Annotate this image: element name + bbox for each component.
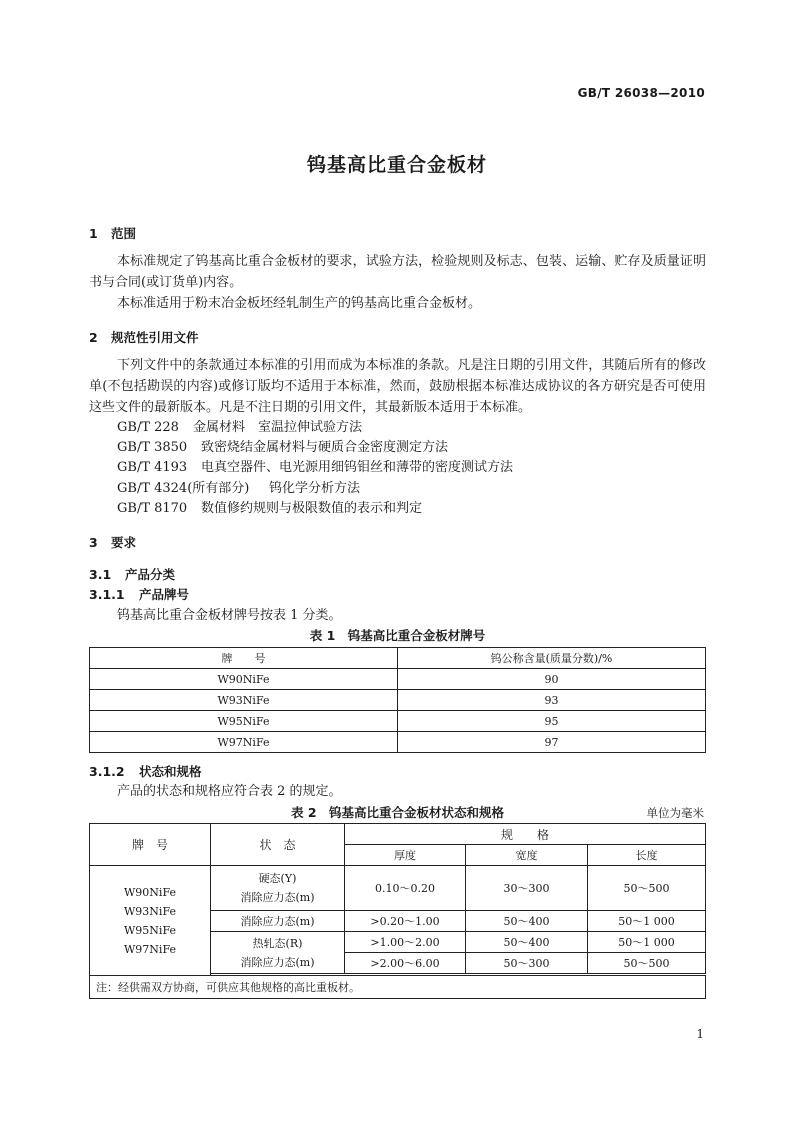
reference-item <box>117 458 513 478</box>
header-spec: 规 格 <box>345 824 706 845</box>
width-cell: 50～300 <box>466 953 588 974</box>
grade-list-cell <box>90 866 211 976</box>
section-title: 规范性引用文件 <box>111 330 199 345</box>
standard-code: GB/T 26038—2010 <box>577 86 705 100</box>
state-cell <box>211 932 345 974</box>
references-paragraph: 下列文件中的条款通过本标准的引用而成为本标准的条款。凡是注日期的引用文件，其随后所有的修改单(不包括勘误的内容)或修订版均不适用于本标准，然而，鼓励根据本标准达成协议的各方研究是否可使用这些文件的最新版本。凡是不注日期的引用文件，其最新版本适用于本标准。 <box>89 358 706 415</box>
thickness-cell: >0.20～1.00 <box>345 911 466 932</box>
grade-cell: W97NiFe <box>90 732 398 753</box>
table-1-caption: 表 1 钨基高比重合金板材牌号 <box>309 628 486 643</box>
section-2-heading <box>89 328 199 346</box>
scope-paragraph-2: 本标准适用于粉末冶金板坯经轧制生产的钨基高比重合金板材。 <box>117 296 482 311</box>
thickness-cell: 0.10～0.20 <box>345 866 466 911</box>
section-title: 产品分类 <box>125 567 176 582</box>
table-note-row <box>90 976 706 999</box>
state-line: 硬态(Y) <box>258 872 297 885</box>
table-row <box>90 732 706 753</box>
header-length: 长度 <box>588 845 706 866</box>
grade-item: W90NiFe <box>124 885 176 899</box>
section-3-1-heading <box>89 565 175 583</box>
header-grade: 牌 号 <box>90 824 211 866</box>
header-width: 宽度 <box>466 845 588 866</box>
width-cell: 50～400 <box>466 911 588 932</box>
reference-name: 致密烧结金属材料与硬质合金密度测定方法 <box>201 440 449 455</box>
grade-item: W95NiFe <box>124 923 176 937</box>
section-title: 状态和规格 <box>139 764 202 779</box>
length-cell: 50～1 000 <box>588 911 706 932</box>
section-number: 3.1.2 <box>89 764 125 779</box>
reference-name: 钨化学分析方法 <box>269 481 361 496</box>
reference-item <box>117 499 422 519</box>
scope-paragraph-1: 本标准规定了钨基高比重合金板材的要求，试验方法，检验规则及标志、包装、运输、贮存及质量证明书与合同(或订货单)内容。 <box>89 254 706 290</box>
table-row <box>90 711 706 732</box>
reference-item <box>117 418 362 438</box>
table-note: 注：经供需双方协商，可供应其他规格的高比重板材。 <box>90 976 706 999</box>
content-cell: 93 <box>398 690 706 711</box>
width-cell: 50～400 <box>466 932 588 953</box>
table-row <box>90 690 706 711</box>
section-number: 1 <box>89 226 98 241</box>
header-state: 状 态 <box>211 824 345 866</box>
length-cell: 50～1 000 <box>588 932 706 953</box>
spec-table <box>89 823 706 999</box>
content-cell: 97 <box>398 732 706 753</box>
grade-table <box>89 647 706 753</box>
page-number: 1 <box>696 1027 704 1041</box>
section-3-1-1-heading <box>89 585 189 603</box>
reference-code: GB/T 3850 <box>117 440 188 455</box>
section-number: 3.1.1 <box>89 587 125 602</box>
table-row <box>90 866 706 911</box>
section-1-heading <box>89 224 136 242</box>
grade-cell: W95NiFe <box>90 711 398 732</box>
section-number: 2 <box>89 330 98 345</box>
section-title: 范围 <box>111 226 137 241</box>
reference-item <box>117 438 448 458</box>
reference-name: 金属材料 室温拉伸试验方法 <box>193 420 363 435</box>
reference-code: GB/T 228 <box>117 420 179 435</box>
reference-code: GB/T 4324(所有部分) <box>117 481 250 496</box>
table-header-row <box>90 648 706 669</box>
reference-code: GB/T 4193 <box>117 460 188 475</box>
state-cell <box>211 866 345 911</box>
thickness-cell: >2.00～6.00 <box>345 953 466 974</box>
section-number: 3 <box>89 535 98 550</box>
content-cell: 90 <box>398 669 706 690</box>
reference-item <box>117 479 360 499</box>
table-header-row <box>90 824 706 845</box>
header-thickness: 厚度 <box>345 845 466 866</box>
header-grade: 牌 号 <box>90 648 398 669</box>
grade-cell: W93NiFe <box>90 690 398 711</box>
grade-paragraph: 钨基高比重合金板材牌号按表 1 分类。 <box>117 608 342 623</box>
state-line: 消除应力态(m) <box>240 955 315 969</box>
grade-item: W97NiFe <box>124 942 176 956</box>
thickness-cell: >1.00～2.00 <box>345 932 466 953</box>
unit-label: 单位为毫米 <box>646 806 704 820</box>
width-cell: 30～300 <box>466 866 588 911</box>
reference-name: 电真空器件、电光源用细钨钼丝和薄带的密度测试方法 <box>201 460 514 475</box>
length-cell: 50～500 <box>588 866 706 911</box>
spec-paragraph: 产品的状态和规格应符合表 2 的规定。 <box>117 784 342 799</box>
state-line: 消除应力态(m) <box>240 891 315 904</box>
section-3-heading <box>89 533 136 551</box>
state-cell: 消除应力态(m) <box>211 911 345 932</box>
state-line: 热轧态(R) <box>252 936 303 950</box>
table-row <box>90 669 706 690</box>
document-title: 钨基高比重合金板材 <box>306 154 487 176</box>
reference-code: GB/T 8170 <box>117 501 188 516</box>
content-cell: 95 <box>398 711 706 732</box>
reference-name: 数值修约规则与极限数值的表示和判定 <box>201 501 423 516</box>
grade-item: W93NiFe <box>124 904 176 918</box>
section-number: 3.1 <box>89 567 112 582</box>
grade-cell: W90NiFe <box>90 669 398 690</box>
section-3-1-2-heading <box>89 762 202 780</box>
length-cell: 50～500 <box>588 953 706 974</box>
table-2-caption: 表 2 钨基高比重合金板材状态和规格 <box>290 805 505 820</box>
section-title: 产品牌号 <box>139 587 190 602</box>
section-title: 要求 <box>111 535 137 550</box>
header-content: 钨公称含量(质量分数)/% <box>398 648 706 669</box>
